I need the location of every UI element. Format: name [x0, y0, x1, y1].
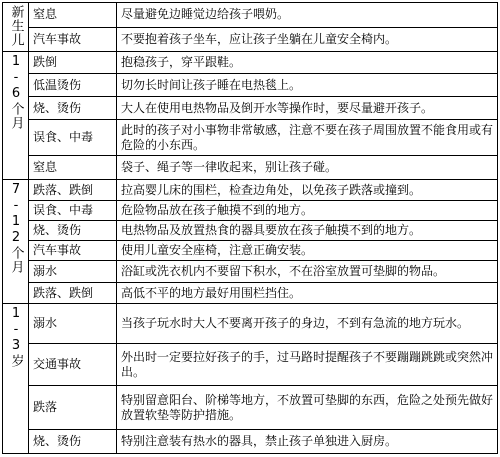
table-row	[3, 221, 498, 241]
risk-type: 汽车事故	[29, 241, 117, 261]
table-row	[3, 344, 498, 386]
risk-type: 交通事故	[29, 344, 117, 386]
table-row	[3, 120, 498, 156]
table-row	[3, 52, 498, 74]
table-row	[3, 74, 498, 97]
table-row	[3, 430, 498, 454]
table-row	[3, 386, 498, 430]
prevention-text: 浴缸或洗衣机内不要留下积水，不在浴室放置可垫脚的物品。	[117, 261, 498, 283]
risk-type: 烧、烫伤	[29, 430, 117, 454]
prevention-text: 使用儿童安全座椅，注意正确安装。	[117, 241, 498, 261]
prevention-text: 拉高婴儿床的围栏，检查边角处，以免孩子跌落或撞到。	[117, 180, 498, 201]
table-row	[3, 283, 498, 304]
prevention-text: 高低不平的地方最好用围栏挡住。	[117, 283, 498, 304]
prevention-text: 抱稳孩子，穿平跟鞋。	[117, 52, 498, 74]
risk-type: 溺水	[29, 304, 117, 344]
risk-type: 误食、中毒	[29, 201, 117, 221]
risk-type: 烧、烫伤	[29, 221, 117, 241]
prevention-text: 切勿长时间让孩子睡在电热毯上。	[117, 74, 498, 97]
risk-type: 跌落	[29, 386, 117, 430]
risk-type: 跌倒	[29, 52, 117, 74]
risk-type: 汽车事故	[29, 27, 117, 52]
risk-type: 烧、烫伤	[29, 97, 117, 120]
age-group-label: 7-12个月	[3, 180, 29, 304]
prevention-text: 此时的孩子对小事物非常敏感，注意不要在孩子周围放置不能食用或有危险的小东西。	[117, 120, 498, 156]
safety-table	[2, 2, 498, 454]
prevention-text: 当孩子玩水时大人不要离开孩子的身边，不到有急流的地方玩水。	[117, 304, 498, 344]
risk-type: 跌落、跌倒	[29, 180, 117, 201]
table-row	[3, 241, 498, 261]
table-row	[3, 27, 498, 52]
prevention-text: 特别注意装有热水的器具，禁止孩子单独进入厨房。	[117, 430, 498, 454]
table-row	[3, 304, 498, 344]
table-row	[3, 97, 498, 120]
risk-type: 误食、中毒	[29, 120, 117, 156]
prevention-text: 外出时一定要拉好孩子的手，过马路时提醒孩子不要蹦蹦跳跳或突然冲出。	[117, 344, 498, 386]
age-group-label: 1-3岁	[3, 304, 29, 454]
table-row	[3, 201, 498, 221]
prevention-text: 尽量避免边睡觉边给孩子喂奶。	[117, 3, 498, 28]
prevention-text: 特别留意阳台、阶梯等地方，不放置可垫脚的东西，危险之处预先做好放置软垫等防护措施。	[117, 386, 498, 430]
prevention-text: 不要抱着孩子坐车，应让孩子坐躺在儿童安全椅内。	[117, 27, 498, 52]
prevention-text: 大人在使用电热物品及倒开水等操作时，要尽量避开孩子。	[117, 97, 498, 120]
risk-type: 窒息	[29, 156, 117, 180]
prevention-text: 电热物品及放置热食的器具要放在孩子触摸不到的地方。	[117, 221, 498, 241]
risk-type: 溺水	[29, 261, 117, 283]
prevention-text: 危险物品放在孩子触摸不到的地方。	[117, 201, 498, 221]
risk-type: 窒息	[29, 3, 117, 28]
age-group-label: 1-6个月	[3, 52, 29, 180]
table-row	[3, 156, 498, 180]
risk-type: 跌落、跌倒	[29, 283, 117, 304]
table-row	[3, 3, 498, 28]
table-row	[3, 180, 498, 201]
table-row	[3, 261, 498, 283]
age-group-label: 新生儿	[3, 3, 29, 52]
prevention-text: 袋子、绳子等一律收起来，别让孩子碰。	[117, 156, 498, 180]
risk-type: 低温烫伤	[29, 74, 117, 97]
